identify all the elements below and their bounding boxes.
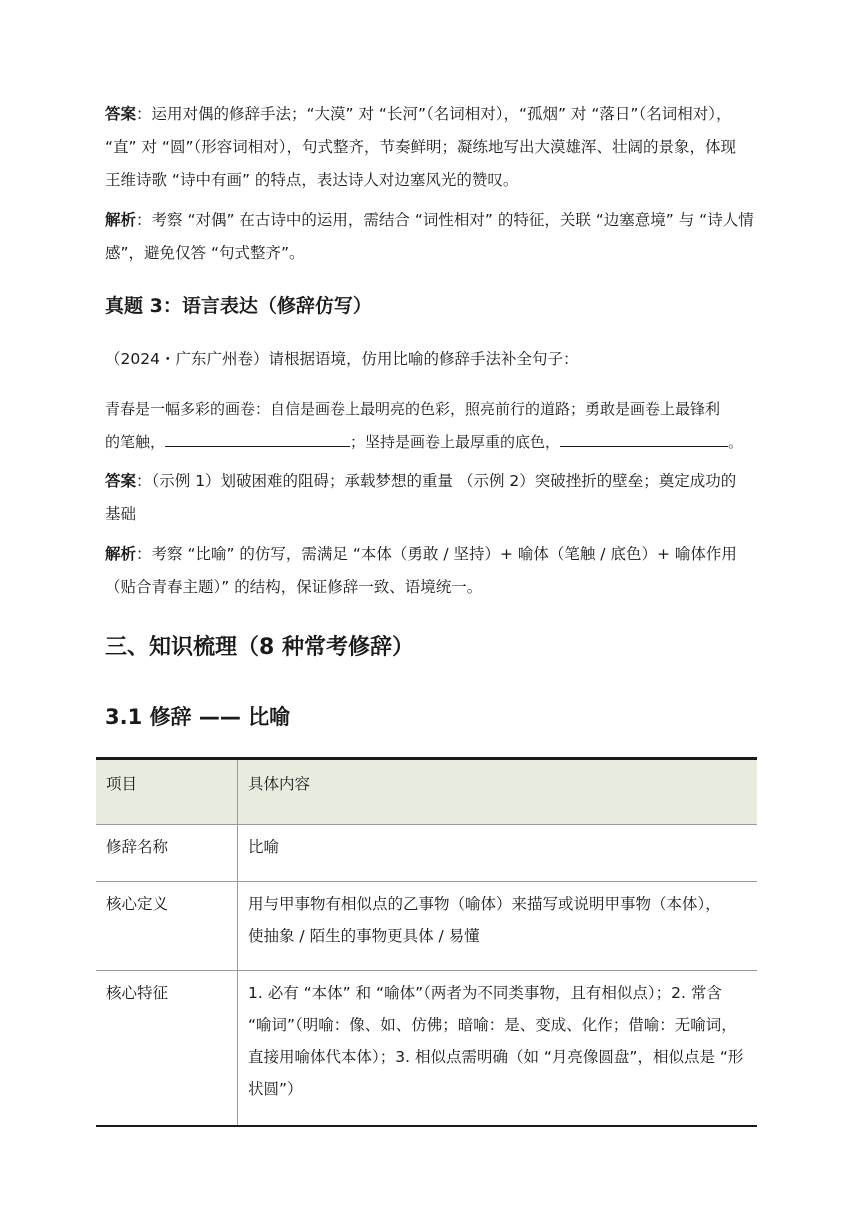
metaphor-info-table	[96, 757, 757, 1127]
table-cell-item: 核心定义	[96, 882, 238, 971]
table-cell-line: “喻词”（明喻：像、如、仿佛；暗喻：是、变成、化作；借喻：无喻词，	[248, 1016, 737, 1034]
analysis-1-text-2: 感”，避免仅答 “句式整齐”。	[105, 244, 305, 262]
section-3-heading: 三、知识梳理（8 种常考修辞）	[105, 635, 414, 660]
answer-3-text-1: ：（示例 1）划破困难的阻碍；承载梦想的重量 （示例 2）突破挫折的壁垒；奠定成功的	[136, 472, 737, 490]
question-3-sentence-line-2	[105, 426, 765, 459]
table-cell-line: 比喻	[248, 838, 280, 856]
table-cell-line: 用与甲事物有相似点的乙事物（喻体）来描写或说明甲事物（本体），	[248, 895, 721, 913]
subsection-3-1-heading: 3.1 修辞 —— 比喻	[105, 705, 291, 729]
table-cell-content	[238, 825, 758, 882]
fill-in-blank-1	[165, 432, 350, 447]
question-3-heading: 真题 3：语言表达（修辞仿写）	[105, 295, 372, 317]
table-header-row	[96, 759, 757, 825]
analysis-label: 解析	[105, 545, 137, 563]
analysis-1-line-1	[105, 204, 765, 237]
analysis-1-paragraph	[105, 204, 765, 270]
table-cell-content	[238, 882, 758, 971]
answer-3-text-2: 基础	[105, 505, 137, 523]
answer-1-text-1: ：运用对偶的修辞手法；“大漠” 对 “长河”（名词相对），“孤烟” 对 “落日”（名词相对），	[136, 105, 732, 123]
answer-1-text-2: “直” 对 “圆”（形容词相对），句式整齐，节奏鲜明；凝练地写出大漠雄浑、壮阔的景象，体现	[105, 138, 736, 156]
analysis-label: 解析	[105, 211, 137, 229]
table-row	[96, 882, 757, 971]
answer-label: 答案	[105, 105, 137, 123]
analysis-3-paragraph	[105, 538, 765, 604]
fill-in-blank-2	[560, 432, 728, 447]
question-3-prompt: （2024・广东广州卷）请根据语境，仿用比喻的修辞手法补全句子：	[105, 350, 579, 368]
table-cell-line: 1. 必有 “本体” 和 “喻体”（两者为不同类事物，且有相似点）；2. 常含	[248, 984, 722, 1002]
answer-label: 答案	[105, 472, 137, 490]
sentence-fragment-b: ；坚持是画卷上最厚重的底色，	[350, 433, 561, 451]
answer-1-paragraph	[105, 98, 765, 197]
table-header-content: 具体内容	[238, 759, 758, 825]
table-row	[96, 971, 757, 1127]
analysis-3-text-2: （贴合青春主题）” 的结构，保证修辞一致、语境统一。	[105, 578, 483, 596]
table-row	[96, 825, 757, 882]
table-cell-line: 直接用喻体代本体）；3. 相似点需明确（如 “月亮像圆盘”，相似点是 “形	[248, 1048, 744, 1066]
answer-3-paragraph	[105, 465, 765, 531]
table-cell-line: 使抽象 / 陌生的事物更具体 / 易懂	[248, 927, 480, 945]
table-cell-item: 修辞名称	[96, 825, 238, 882]
sentence-fragment-a: 的笔触，	[105, 433, 166, 451]
answer-3-line-1	[105, 465, 765, 498]
table-header-item: 项目	[96, 759, 238, 825]
answer-1-text-3: 王维诗歌 “诗中有画” 的特点，表达诗人对边塞风光的赞叹。	[105, 171, 519, 189]
table-cell-item: 核心特征	[96, 971, 238, 1127]
analysis-3-line-1	[105, 538, 765, 571]
table-cell-content	[238, 971, 758, 1127]
analysis-1-text-1: ：考察 “对偶” 在古诗中的运用，需结合 “词性相对” 的特征，关联 “边塞意境” 与 “诗人情	[136, 211, 754, 229]
answer-1-line-1	[105, 98, 765, 131]
sentence-fragment-c: 。	[728, 433, 744, 451]
analysis-3-text-1: ：考察 “比喻” 的仿写，需满足 “本体（勇敢 / 坚持）+ 喻体（笔触 / 底色）+ 喻体作用	[136, 545, 737, 563]
question-3-sentence-line-1: 青春是一幅多彩的画卷：自信是画卷上最明亮的色彩，照亮前行的道路；勇敢是画卷上最锋利	[105, 400, 721, 418]
table-cell-line: 状圆”）	[248, 1080, 303, 1098]
